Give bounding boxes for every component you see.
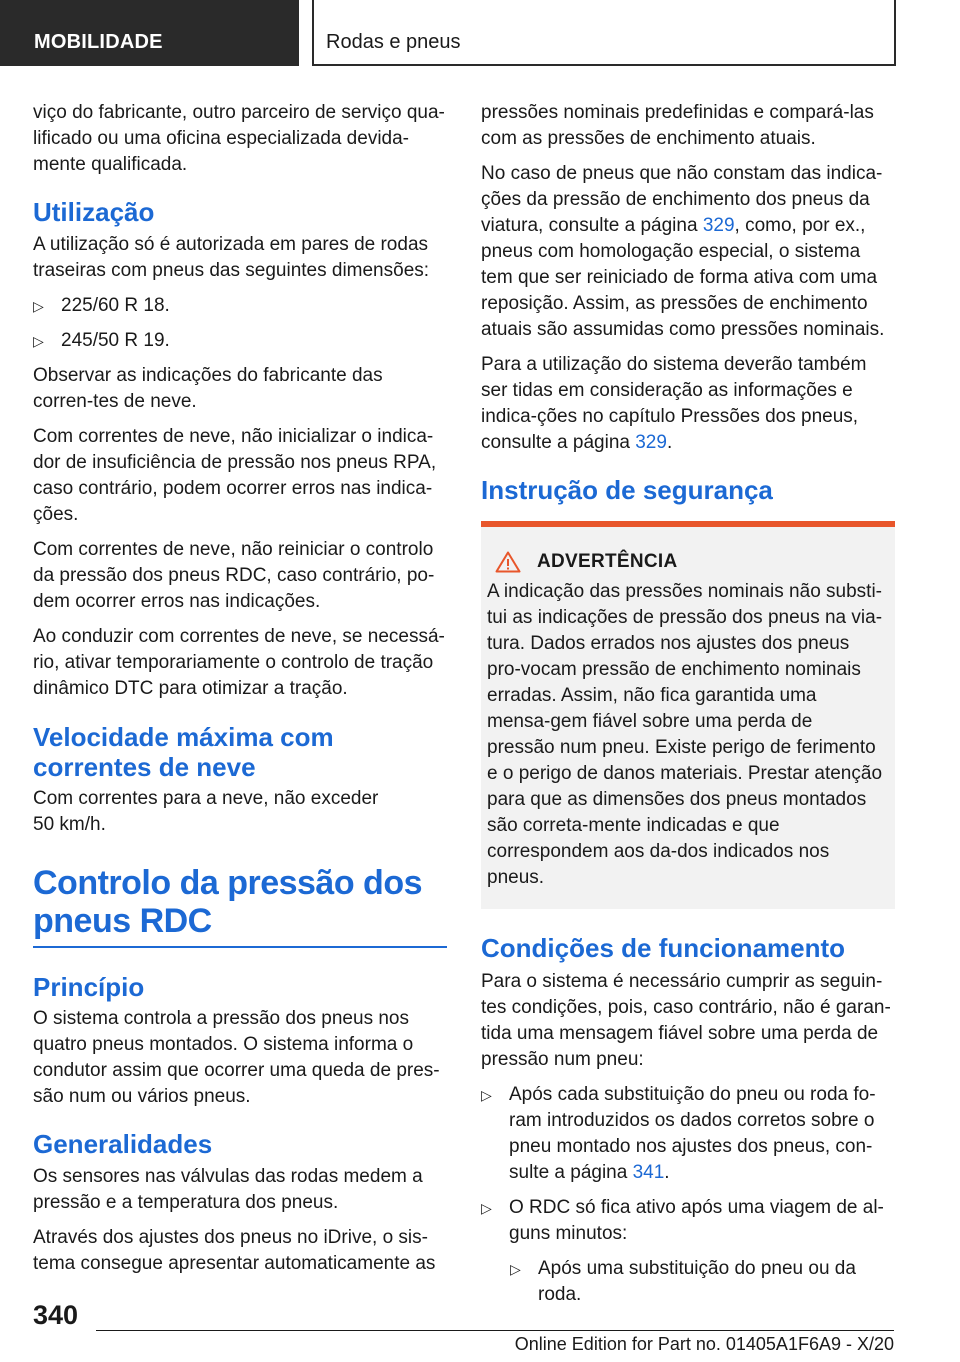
heading-seguranca: Instrução de segurança [481,475,773,505]
warning-title: ADVERTÊNCIA [537,551,678,572]
utilizacao-text: A utilização só é autorizada em pares de rodas traseiras com pneus das seguintes dimensões: [33,234,430,281]
warning-triangle-icon [495,551,521,573]
warning-text: A indicação das pressões nominais não substi-tui as indicações de pressão dos pneus na via-tura. Dados errados nos ajustes dos pneus pro-vocam pressão de enchimento nominais erradas. Assim, não fica garantida uma mensa-gem fiável sobre uma perda de pressão num pneu. Existe perigo de ferimento e o perigo de danos materiais. Prestar atenção para que as dimensões dos pneus montados são correta-mente indicadas e que correspondem aos da-dos indicados nos pneus. [487,581,883,888]
triangle-right-icon: ▷ [510,1261,521,1277]
edition-note: Online Edition for Part no. 01405A1F6A9 - X/20 [514,1334,894,1354]
utilizacao-p4: Ao conduzir com correntes de neve, se necessá-rio, ativar temporariamente o controlo de tração dinâmico DTC para otimizar a tração. [33,626,445,699]
footer-rule [96,1330,894,1331]
condicoes-text: Para o sistema é necessário cumprir as seguin-tes condições, pois, caso contrário, não é garan-tida uma mensagem fiável sobre uma perda de pressão num pneu: [481,971,891,1070]
utilizacao-p1: Observar as indicações do fabricante das corren-tes de neve. [33,365,383,412]
heading-velocidade: Velocidade máxima com correntes de neve [33,722,334,782]
right-p3: Para a utilização do sistema deverão também ser tidas em consideração as informações e indica-ções no capítulo Pressões dos pneus, consulte a página 329. [481,354,867,453]
list-item [33,293,447,319]
chapter-rule [33,946,447,948]
section-tab [0,0,299,66]
triangle-right-icon: ▷ [481,1200,492,1216]
page-link[interactable]: 329 [702,215,735,236]
tire-size: 225/60 R 18. [61,295,170,316]
section-label: MOBILIDADE [34,31,163,53]
triangle-right-icon: ▷ [33,333,44,349]
generalidades-p2: Através dos ajustes dos pneus no iDrive, o sis-tema consegue apresentar automaticamente as [33,1227,436,1274]
list-item [33,328,447,354]
heading-generalidades: Generalidades [33,1129,213,1159]
chapter-title: Rodas e pneus [326,31,461,53]
page-link[interactable]: 341 [632,1162,665,1183]
triangle-right-icon: ▷ [33,298,44,314]
chapter-heading: Controlo da pressão dos pneus RDC [33,864,422,940]
velocidade-text: Com correntes para a neve, não exceder 50 km/h. [33,788,379,835]
left-column [33,100,447,1286]
right-column [481,100,895,1317]
heading-principio: Princípio [33,972,145,1002]
intro-paragraph: viço do fabricante, outro parceiro de serviço qua-lificado ou uma oficina especializada devida-mente qualificada. [33,102,445,175]
generalidades-p1: Os sensores nas válvulas das rodas medem a pressão e a temperatura dos pneus. [33,1166,423,1213]
warning-header [495,551,885,573]
heading-condicoes: Condições de funcionamento [481,933,846,963]
list-item: ▷ O RDC só fica ativo após uma viagem de al-guns minutos: [481,1197,884,1244]
page-header [0,0,960,66]
page-link[interactable]: 329 [635,432,667,453]
triangle-right-icon: ▷ [481,1087,492,1103]
utilizacao-p2: Com correntes de neve, não inicializar o indica-dor de insuficiência de pressão nos pneus RPA, caso contrário, podem ocorrer erros nas indica-ções. [33,426,437,525]
right-p1: pressões nominais predefinidas e compará-las com as pressões de enchimento atuais. [481,102,874,149]
chapter-title-box [312,0,896,66]
list-subitem: ▷ Após uma substituição do pneu ou da roda. [510,1258,856,1305]
tire-size: 245/50 R 19. [61,330,170,351]
right-p2: No caso de pneus que não constam das indica-ções da pressão de enchimento dos pneus da viatura, consulte a página 329, como, por ex., pneus com homologação especial, o sistema tem que ser reiniciado de forma ativa com uma reposição. Assim, as pressões de enchimento atuais são assumidas como pressões nominais. [481,163,885,340]
heading-utilizacao: Utilização [33,197,155,227]
list-item: ▷ Após cada substituição do pneu ou roda fo-ram introduzidos os dados corretos sobre o pneu montado nos ajustes dos pneus, con-sulte a página 341. [481,1084,876,1183]
principio-text: O sistema controla a pressão dos pneus nos quatro pneus montados. O sistema informa o condutor assim que ocorrer uma queda de pres-são num ou vários pneus. [33,1008,440,1107]
warning-box [481,521,895,909]
page-number: 340 [33,1300,79,1330]
utilizacao-p3: Com correntes de neve, não reiniciar o controlo da pressão dos pneus RDC, caso contrário, po-dem ocorrer erros nas indicações. [33,539,435,612]
